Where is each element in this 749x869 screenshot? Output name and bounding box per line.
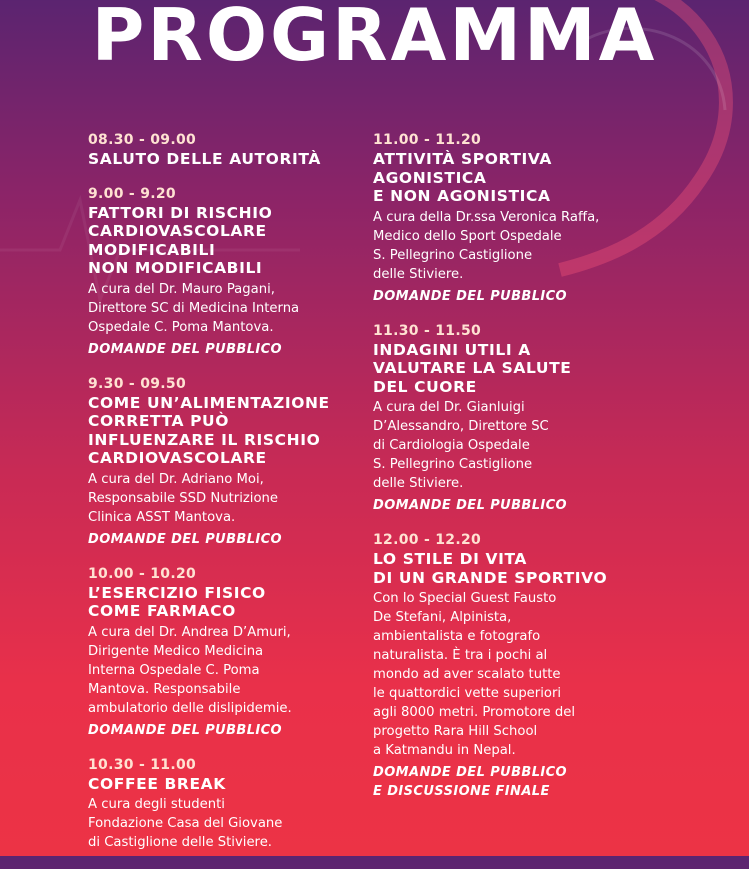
program-item-description-line: delle Stiviere. (373, 476, 464, 491)
program-item-description-line: le quattordici vette superiori (373, 686, 562, 701)
program-item-time: 12.00 - 12.20 (373, 532, 482, 548)
program-item-description-line: mondo ad aver scalato tutte (373, 667, 561, 682)
program-item-title-line: LO STILE DI VITA (373, 550, 528, 568)
program-item-title-line: L’ESERCIZIO FISICO (88, 583, 266, 602)
program-item-title (88, 394, 363, 468)
audience-questions-label (373, 287, 643, 306)
program-item-title-line: VALUTARE LA SALUTE (373, 359, 572, 377)
audience-questions-line: DOMANDE DEL PUBBLICO (88, 531, 283, 547)
program-item-title-line: COME UN’ALIMENTAZIONE (88, 393, 330, 412)
program-item-time: 9.30 - 09.50 (88, 375, 186, 392)
program-item-description (373, 208, 643, 284)
program-item-description-line: Interna Ospedale C. Poma (88, 662, 260, 678)
program-item-description-line: S. Pellegrino Castiglione (373, 247, 533, 263)
program-item-description-line: di Castiglione delle Stiviere. (88, 835, 272, 850)
program-item-time: 11.00 - 11.20 (373, 132, 482, 148)
program-item-description-line: A cura del Dr. Gianluigi (373, 400, 525, 415)
program-item-title-line: CORRETTA PUÒ (88, 412, 230, 430)
program-item-description-line: A cura della Dr.ssa Veronica Raffa, (373, 209, 600, 225)
program-item-title-line: COME FARMACO (88, 602, 236, 620)
program-item-title-line: INFLUENZARE IL RISCHIO (88, 430, 321, 449)
program-item-title-line: INDAGINI UTILI A (373, 340, 531, 359)
program-item-description-line: Clinica ASST Mantova. (88, 509, 236, 525)
program-item-title-line: SALUTO DELLE AUTORITÀ (88, 150, 321, 168)
program-item-description-line: Ospedale C. Poma Mantova. (88, 319, 274, 335)
program-item-time: 9.00 - 9.20 (88, 185, 176, 202)
program-item (373, 532, 643, 801)
program-item-description-line: Responsabile SSD Nutrizione (88, 490, 279, 506)
program-item-description-line: A cura del Dr. Andrea D’Amuri, (88, 624, 291, 640)
program-item-description-line: Medico dello Sport Ospedale (373, 228, 562, 244)
program-item-description-line: A cura del Dr. Mauro Pagani, (88, 281, 275, 297)
audience-questions-label (88, 530, 363, 549)
audience-questions-line: DOMANDE DEL PUBBLICO (373, 288, 568, 304)
program-item (88, 376, 363, 549)
program-item-title (373, 150, 643, 206)
audience-questions-label (373, 496, 643, 515)
program-item-time: 08.30 - 09.00 (88, 132, 197, 148)
program-item-description (88, 280, 363, 337)
audience-questions-line: E DISCUSSIONE FINALE (373, 784, 550, 799)
program-item-time: 11.30 - 11.50 (373, 322, 482, 339)
program-item-description-line: A cura degli studenti (88, 797, 225, 812)
program-item (373, 323, 643, 516)
program-item (373, 132, 643, 306)
audience-questions-label (373, 763, 643, 801)
program-item-title-line: MODIFICABILI (88, 240, 216, 259)
program-item-time: 10.00 - 10.20 (88, 565, 197, 582)
page-title: PROGRAMMA (91, 0, 658, 77)
program-item-description (88, 795, 363, 852)
program-item-description-line: ambientalista e fotografo (373, 629, 541, 644)
program-item-title-line: NON MODIFICABILI (88, 259, 263, 277)
program-item-title (373, 341, 643, 397)
program-item-title (88, 204, 363, 278)
program-item-title-line: DEL CUORE (373, 377, 477, 396)
schedule-left-column (88, 132, 363, 869)
program-item-title-line: E NON AGONISTICA (373, 187, 551, 205)
program-item-title (373, 550, 643, 587)
program-item-description-line: Mantova. Responsabile (88, 681, 241, 697)
audience-questions-line: DOMANDE DEL PUBBLICO (373, 498, 568, 513)
program-item-time: 10.30 - 11.00 (88, 756, 197, 773)
program-item-description-line: a Katmandu in Nepal. (373, 743, 516, 758)
program-item-description-line: S. Pellegrino Castiglione (373, 457, 533, 472)
audience-questions-line: DOMANDE DEL PUBBLICO (88, 341, 283, 357)
program-item-description-line: De Stefani, Alpinista, (373, 610, 512, 625)
program-item-description (88, 470, 363, 527)
program-item-description-line: Direttore SC di Medicina Interna (88, 300, 300, 316)
program-item-description-line: A cura del Dr. Adriano Moi, (88, 471, 264, 487)
program-item-title-line: ATTIVITÀ SPORTIVA (373, 150, 553, 168)
program-item-title-line: DI UN GRANDE SPORTIVO (373, 568, 608, 587)
program-item-description-line: delle Stiviere. (373, 266, 464, 282)
program-item-description-line: agli 8000 metri. Promotore del (373, 705, 575, 720)
program-item-description (88, 623, 363, 718)
program-item (88, 757, 363, 853)
program-item-description-line: di Cardiologia Ospedale (373, 438, 530, 453)
audience-questions-line: DOMANDE DEL PUBBLICO (373, 765, 568, 780)
program-item-title-line: FATTORI DI RISCHIO (88, 203, 273, 222)
program-item (88, 566, 363, 740)
program-item-title (88, 150, 363, 169)
program-item-description-line: progetto Rara Hill School (373, 724, 538, 739)
program-item-description-line: naturalista. È tra i pochi al (373, 648, 548, 663)
program-item-title-line: AGONISTICA (373, 168, 487, 187)
audience-questions-label (88, 340, 363, 359)
program-item-title (88, 584, 363, 621)
program-item-description-line: Dirigente Medico Medicina (88, 643, 264, 659)
program-item-description-line: D’Alessandro, Direttore SC (373, 419, 549, 434)
audience-questions-label (88, 721, 363, 740)
program-item-description (373, 589, 643, 760)
program-item-description-line: ambulatorio delle dislipidemie. (88, 700, 292, 716)
program-item (88, 132, 363, 169)
program-item-description-line: Fondazione Casa del Giovane (88, 816, 283, 831)
program-item (88, 186, 363, 359)
program-item-title-line: COFFEE BREAK (88, 774, 226, 793)
program-item-description-line: Con lo Special Guest Fausto (373, 591, 557, 606)
audience-questions-line: DOMANDE DEL PUBBLICO (88, 722, 283, 738)
schedule-right-column (373, 132, 643, 818)
program-item-title-line: CARDIOVASCOLARE (88, 449, 267, 467)
program-item-title (88, 775, 363, 794)
program-item-description (373, 398, 643, 493)
program-item-title-line: CARDIOVASCOLARE (88, 222, 267, 240)
